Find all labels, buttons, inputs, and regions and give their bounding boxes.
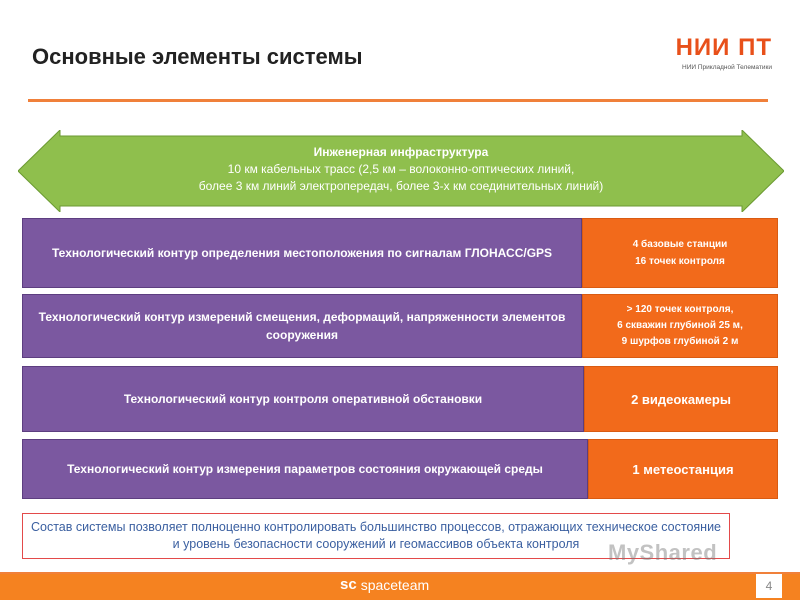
contour-description: Технологический контур измерений смещения, деформаций, напряженности элементов сооружения xyxy=(22,294,582,358)
metric-line: 9 шурфов глубиной 2 м xyxy=(621,336,739,347)
slide-title: Основные элементы системы xyxy=(32,44,363,69)
title-divider xyxy=(28,99,768,102)
summary-note: Состав системы позволяет полноценно контролировать большинство процессов, отражающих техническое состояние и уровень безопасности сооружений и геомассивов объекта контроля xyxy=(22,513,730,559)
infrastructure-arrow xyxy=(18,130,784,212)
arrow-line-2: 10 км кабельных трасс (2,5 км – волоконно-оптических линий, xyxy=(227,162,575,176)
page-number: 4 xyxy=(756,574,782,598)
contour-row-video xyxy=(22,366,778,432)
brand-text: spaceteam xyxy=(360,576,430,593)
contour-row-gnss xyxy=(22,218,778,288)
brand-icon: sc xyxy=(340,576,357,593)
logo-main-text: НИИ ПТ xyxy=(675,34,772,61)
metric-line: 1 метеостанция xyxy=(632,461,734,477)
metric-line: > 120 точек контроля, xyxy=(626,304,734,315)
contour-description: Технологический контур измерения параметров состояния окружающей среды xyxy=(22,439,588,499)
metric-line: 6 скважин глубиной 25 м, xyxy=(617,320,743,331)
metric-line: 2 видеокамеры xyxy=(631,391,731,407)
arrow-text xyxy=(98,144,704,195)
company-logo xyxy=(652,34,772,71)
metric-line: 16 точек контроля xyxy=(635,256,725,267)
contour-metrics xyxy=(582,294,778,358)
contour-row-deformation xyxy=(22,294,778,358)
arrow-heading: Инженерная инфраструктура xyxy=(313,145,489,159)
contour-metrics xyxy=(582,218,778,288)
contour-description: Технологический контур контроля оперативной обстановки xyxy=(22,366,584,432)
contour-metrics xyxy=(584,366,778,432)
watermark: MyShared xyxy=(608,540,718,565)
arrow-line-3: более 3 км линий электропередач, более 3-х км соединительных линий) xyxy=(198,179,604,193)
contour-row-environment xyxy=(22,439,778,499)
metric-line: 4 базовые станции xyxy=(632,239,728,250)
contour-metrics xyxy=(588,439,778,499)
footer-brand xyxy=(340,576,429,593)
logo-sub-text: НИИ Прикладной Телематики xyxy=(682,64,772,71)
contour-description: Технологический контур определения местоположения по сигналам ГЛОНАСС/GPS xyxy=(22,218,582,288)
